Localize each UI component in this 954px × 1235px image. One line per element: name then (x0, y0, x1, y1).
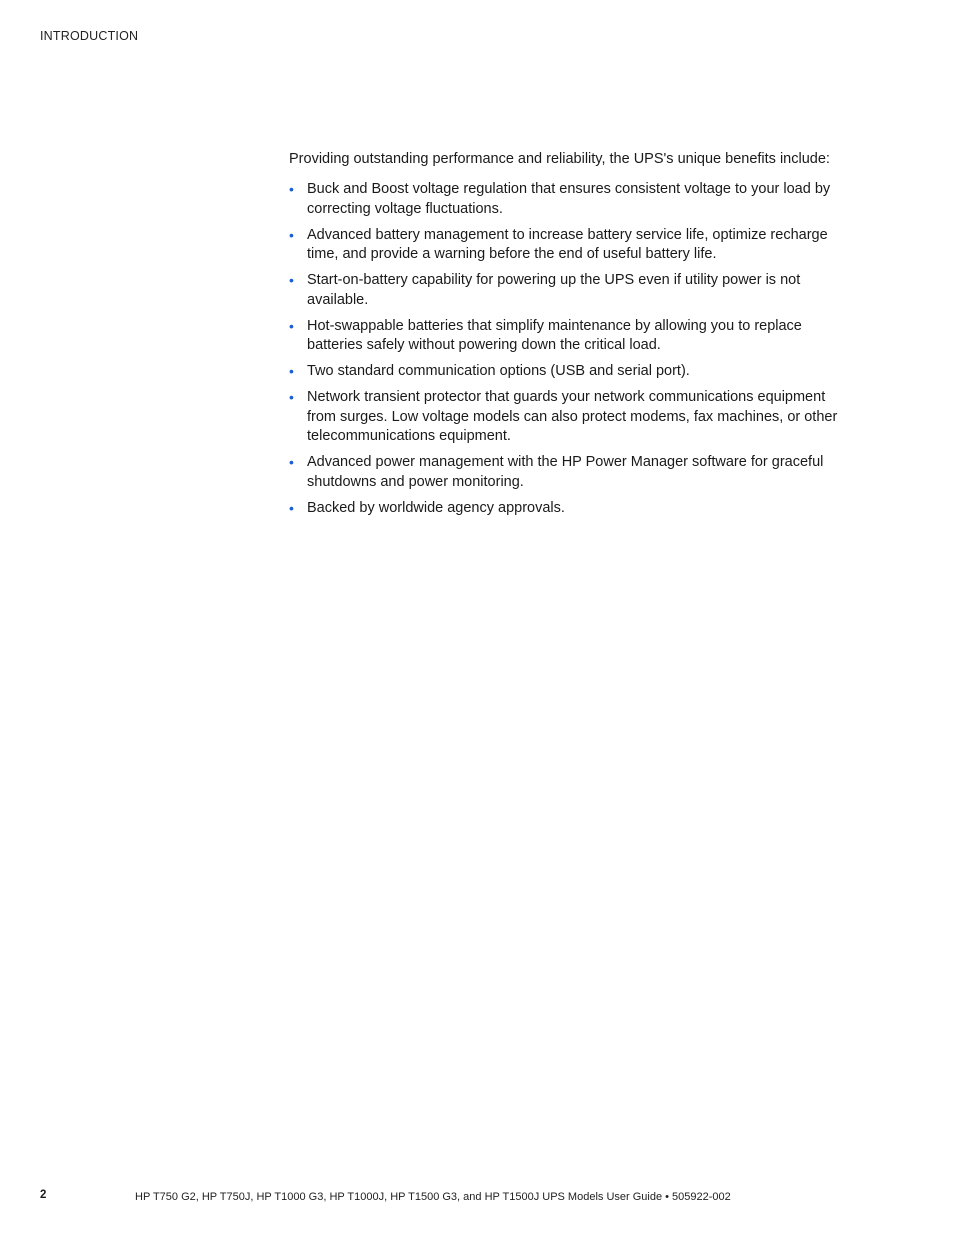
bullet-icon: • (289, 181, 294, 197)
list-item (289, 317, 849, 356)
list-item-text: Advanced power management with the HP Power Manager software for graceful shutdowns and power monitoring. (307, 454, 824, 490)
list-item (289, 362, 849, 382)
list-item (289, 271, 849, 310)
bullet-icon: • (289, 226, 294, 243)
list-item (289, 499, 849, 519)
bullet-icon: • (289, 317, 294, 334)
list-item (289, 226, 849, 265)
list-item-text: Network transient protector that guards your network communications equipment from surges. Low voltage models can also protect modems, fax machines, or other telecommunications equipment. (307, 389, 838, 444)
list-item-text: Hot-swappable batteries that simplify maintenance by allowing you to replace batteries safely without powering down the critical load. (307, 317, 802, 353)
bullet-icon: • (289, 363, 294, 379)
list-item (289, 453, 849, 492)
bullet-icon: • (289, 272, 294, 288)
benefits-list (289, 180, 849, 518)
list-item-text: Two standard communication options (USB and serial port). (307, 363, 690, 379)
list-item (289, 388, 849, 447)
list-item-text: Start-on-battery capability for powering up the UPS even if utility power is not available. (307, 272, 801, 308)
list-item-text: Advanced battery management to increase battery service life, optimize recharge time, and provide a warning before the end of useful battery life. (307, 226, 828, 262)
list-item-text: Buck and Boost voltage regulation that ensures consistent voltage to your load by correcting voltage fluctuations. (307, 181, 831, 217)
bullet-icon: • (289, 389, 294, 405)
main-content (289, 149, 849, 525)
intro-paragraph: Providing outstanding performance and reliability, the UPS's unique benefits include: (289, 151, 830, 167)
bullet-icon: • (289, 454, 294, 470)
page-number: 2 (40, 1189, 47, 1201)
footer-doc-title: HP T750 G2, HP T750J, HP T1000 G3, HP T1000J, HP T1500 G3, and HP T1500J UPS Models User Guide • 505922-002 (135, 1191, 731, 1203)
running-header: INTRODUCTION (40, 29, 139, 43)
bullet-icon: • (289, 499, 294, 516)
list-item (289, 180, 849, 219)
list-item-text: Backed by worldwide agency approvals. (307, 499, 565, 516)
